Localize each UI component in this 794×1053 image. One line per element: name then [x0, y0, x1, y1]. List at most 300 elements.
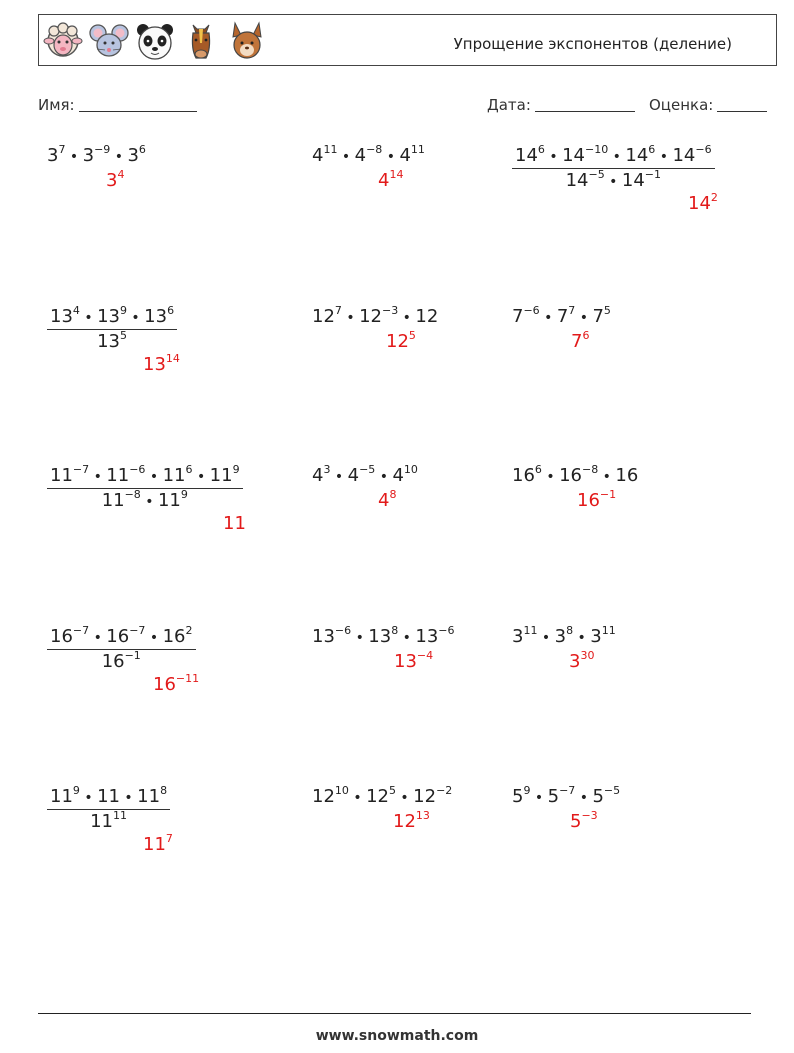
exponent: 10: [403, 463, 418, 476]
multiply-dot: •: [530, 790, 548, 806]
power-term: [515, 145, 545, 166]
date-label: Дата:: [487, 96, 531, 114]
exponent: 10: [334, 784, 349, 797]
horse-icon: [179, 19, 223, 63]
multiply-dot: •: [598, 469, 616, 485]
power-term: [50, 786, 80, 807]
exponent: −11: [175, 672, 200, 685]
exponent: 7: [334, 304, 342, 317]
exponent: −6: [438, 624, 455, 637]
base: 4: [378, 490, 390, 511]
multiply-dot: •: [330, 469, 348, 485]
power-term: [50, 306, 80, 327]
problem-10: [47, 626, 196, 672]
denominator: [47, 810, 170, 832]
answer-7: [223, 513, 246, 534]
exponent: −7: [559, 784, 576, 797]
multiply-dot: •: [79, 310, 98, 326]
power-term: [312, 786, 349, 807]
problem-4: [47, 306, 177, 352]
power-term: [50, 626, 89, 647]
product: [312, 145, 425, 166]
fraction: [512, 145, 715, 191]
exponent: 7: [568, 304, 576, 317]
power-term: [106, 626, 145, 647]
exponent: −6: [334, 624, 352, 637]
power-term: [143, 354, 180, 375]
exponent: 4: [72, 304, 80, 317]
base: 13: [312, 626, 335, 647]
power-term: [47, 145, 65, 166]
fraction: [47, 306, 177, 352]
base: 11: [50, 786, 73, 807]
power-term: [127, 145, 145, 166]
exponent: −6: [695, 143, 712, 156]
base: 7: [512, 306, 524, 327]
base: 3: [106, 170, 118, 191]
base: 3: [554, 626, 567, 647]
problem-3: [512, 145, 715, 191]
power-term: [688, 193, 718, 214]
power-term: [97, 306, 127, 327]
problem-15: [512, 786, 620, 807]
mouse-icon: [87, 19, 131, 63]
answer-9: [577, 490, 616, 511]
exponent: 9: [72, 784, 80, 797]
base: 11: [137, 786, 161, 807]
product: [312, 626, 455, 647]
fraction: [47, 465, 243, 511]
denominator: [512, 169, 715, 191]
exponent: −1: [124, 649, 141, 662]
power-term: [158, 490, 188, 511]
problem-9: [512, 465, 638, 486]
exponent: −8: [581, 463, 599, 476]
base: 14: [565, 170, 589, 191]
expression: [312, 465, 418, 486]
base: 3: [47, 145, 59, 166]
exponent: 30: [580, 649, 595, 662]
power-term: [592, 306, 610, 327]
exponent: −3: [581, 809, 598, 822]
power-term: [413, 786, 452, 807]
power-term: [97, 786, 120, 807]
product: [512, 626, 616, 647]
problem-2: [312, 145, 425, 166]
exponent: 5: [388, 784, 396, 797]
base: 12: [415, 306, 439, 327]
base: 14: [515, 145, 538, 166]
multiply-dot: •: [79, 790, 98, 806]
base: 4: [378, 170, 390, 191]
answer-14: [393, 811, 430, 832]
answer-4: [143, 354, 180, 375]
worksheet-title: Упрощение экспонентов (деление): [453, 35, 732, 53]
exponent: −5: [603, 784, 621, 797]
name-line[interactable]: [79, 95, 197, 112]
expression: [512, 626, 616, 647]
product: [50, 626, 193, 647]
base: 3: [512, 626, 524, 647]
product: [50, 306, 174, 327]
power-term: [392, 465, 417, 486]
exponent: −6: [129, 463, 146, 476]
problem-12: [512, 626, 616, 647]
exponent: −1: [599, 488, 617, 501]
problem-1: [47, 145, 146, 166]
panda-icon: [133, 19, 177, 63]
multiply-dot: •: [192, 469, 210, 485]
exponent: 13: [415, 809, 430, 822]
base: 13: [415, 626, 439, 647]
worksheet-header: [38, 14, 777, 66]
base: 16: [101, 651, 125, 672]
problem-14: [312, 786, 452, 807]
base: 13: [50, 306, 73, 327]
base: 11: [50, 465, 73, 486]
exponent: −4: [416, 649, 434, 662]
exponent: 6: [582, 329, 590, 342]
exponent: 6: [537, 143, 545, 156]
power-term: [625, 145, 655, 166]
exponent: 11: [601, 624, 616, 637]
footer-url: www.snowmath.com: [315, 1028, 479, 1044]
exponent: −10: [584, 143, 609, 156]
answer-6: [571, 331, 589, 352]
base: 16: [512, 465, 535, 486]
denominator: [47, 650, 196, 672]
exponent: −5: [588, 168, 605, 181]
multiply-dot: •: [544, 149, 563, 165]
exponent: 11: [523, 624, 538, 637]
power-term: [312, 145, 337, 166]
base: 12: [312, 786, 335, 807]
power-term: [163, 626, 193, 647]
answer-12: [569, 651, 594, 672]
power-term: [144, 306, 174, 327]
exponent: 6: [648, 143, 656, 156]
answer-15: [570, 811, 598, 832]
exponent: 11: [112, 809, 127, 822]
multiply-dot: •: [539, 310, 557, 326]
answer-10: [153, 674, 199, 695]
power-term: [312, 626, 351, 647]
answer-8: [378, 490, 396, 511]
power-term: [153, 674, 199, 695]
multiply-dot: •: [110, 149, 128, 165]
power-term: [672, 145, 711, 166]
numerator: [47, 465, 243, 489]
exponent: 6: [138, 143, 146, 156]
footer-divider: [38, 1013, 751, 1014]
exponent: 5: [408, 329, 416, 342]
power-term: [368, 626, 398, 647]
multiply-dot: •: [537, 630, 555, 646]
power-term: [386, 331, 416, 352]
base: 4: [312, 465, 324, 486]
exponent: 6: [167, 304, 175, 317]
multiply-dot: •: [145, 469, 163, 485]
power-term: [399, 145, 424, 166]
exponent: 6: [534, 463, 542, 476]
numerator: [47, 306, 177, 330]
power-term: [348, 465, 376, 486]
power-term: [378, 170, 403, 191]
base: 5: [512, 786, 524, 807]
exponent: 9: [523, 784, 531, 797]
base: 14: [672, 145, 696, 166]
grade-field: [649, 95, 767, 114]
product: [47, 145, 146, 166]
base: 11: [157, 490, 181, 511]
base: 12: [312, 306, 335, 327]
base: 7: [556, 306, 569, 327]
multiply-dot: •: [89, 630, 107, 646]
multiply-dot: •: [145, 630, 163, 646]
expression: [512, 465, 638, 486]
power-term: [102, 651, 141, 672]
exponent: 11: [323, 143, 338, 156]
base: 3: [590, 626, 602, 647]
base: 5: [592, 786, 604, 807]
multiply-dot: •: [140, 494, 158, 510]
base: 3: [127, 145, 139, 166]
base: 7: [571, 331, 583, 352]
expression: [312, 145, 425, 166]
base: 12: [366, 786, 389, 807]
name-field: [38, 95, 197, 114]
grade-label: Оценка:: [649, 96, 714, 114]
multiply-dot: •: [341, 310, 360, 326]
expression: [512, 786, 620, 807]
exponent: −8: [124, 488, 141, 501]
multiply-dot: •: [575, 310, 593, 326]
answer-13: [143, 834, 173, 855]
base: 11: [101, 490, 125, 511]
base: 14: [562, 145, 585, 166]
base: 16: [577, 490, 600, 511]
numerator: [47, 786, 170, 810]
base: 13: [143, 354, 166, 375]
power-term: [393, 811, 430, 832]
base: 13: [394, 651, 417, 672]
problem-13: [47, 786, 170, 832]
power-term: [559, 465, 598, 486]
base: 14: [688, 193, 711, 214]
exponent: −2: [436, 784, 453, 797]
exponent: 14: [389, 168, 404, 181]
expression: [312, 626, 455, 647]
base: 11: [97, 786, 120, 807]
problem-6: [512, 306, 611, 327]
base: 16: [615, 465, 639, 486]
power-term: [512, 465, 542, 486]
power-term: [557, 306, 575, 327]
expression: [312, 306, 438, 327]
multiply-dot: •: [575, 790, 593, 806]
base: 3: [82, 145, 95, 166]
power-term: [50, 465, 89, 486]
power-term: [571, 331, 589, 352]
problem-8: [312, 465, 418, 486]
base: 7: [592, 306, 604, 327]
base: 13: [144, 306, 168, 327]
product: [566, 170, 661, 191]
base: 11: [143, 834, 166, 855]
numerator: [512, 145, 715, 169]
product: [102, 490, 188, 511]
base: 12: [386, 331, 409, 352]
product: [312, 786, 452, 807]
power-term: [210, 465, 240, 486]
base: 11: [90, 811, 113, 832]
product: [102, 651, 141, 672]
sheep-icon: [41, 19, 85, 63]
base: 16: [106, 626, 130, 647]
product: [50, 465, 240, 486]
base: 3: [569, 651, 581, 672]
exponent: 2: [710, 191, 718, 204]
power-term: [378, 490, 396, 511]
multiply-dot: •: [119, 790, 138, 806]
exponent: 9: [119, 304, 127, 317]
answer-11: [394, 651, 433, 672]
power-term: [163, 465, 193, 486]
denominator: [47, 330, 177, 352]
power-term: [570, 811, 598, 832]
power-term: [512, 306, 540, 327]
product: [515, 145, 712, 166]
power-term: [512, 786, 530, 807]
exponent: 3: [323, 463, 331, 476]
multiply-dot: •: [89, 469, 107, 485]
base: 16: [50, 626, 73, 647]
base: 14: [625, 145, 649, 166]
power-term: [143, 834, 173, 855]
name-label: Имя:: [38, 96, 75, 114]
base: 16: [162, 626, 186, 647]
exponent: 7: [58, 143, 66, 156]
power-term: [562, 145, 608, 166]
power-term: [577, 490, 616, 511]
base: 4: [354, 145, 367, 166]
multiply-dot: •: [604, 174, 622, 190]
exponent: 7: [165, 832, 173, 845]
squirrel-icon: [225, 19, 269, 63]
power-term: [366, 786, 396, 807]
product: [312, 465, 418, 486]
power-term: [512, 626, 537, 647]
date-field: [487, 95, 635, 114]
base: 16: [559, 465, 582, 486]
product: [90, 811, 127, 832]
grade-line[interactable]: [717, 95, 767, 112]
multiply-dot: •: [573, 630, 591, 646]
multiply-dot: •: [348, 790, 367, 806]
fraction: [47, 786, 170, 832]
product: [512, 306, 611, 327]
exponent: −8: [366, 143, 383, 156]
power-term: [97, 331, 127, 352]
denominator: [47, 489, 243, 511]
product: [512, 465, 638, 486]
multiply-dot: •: [608, 149, 626, 165]
expression: [312, 786, 452, 807]
exponent: 8: [389, 488, 397, 501]
base: 11: [162, 465, 186, 486]
base: 4: [347, 465, 360, 486]
exponent: 6: [185, 463, 193, 476]
power-term: [312, 306, 342, 327]
exponent: 9: [232, 463, 240, 476]
product: [50, 786, 167, 807]
exponent: −7: [129, 624, 146, 637]
exponent: 8: [566, 624, 574, 637]
power-term: [223, 513, 246, 534]
exponent: 8: [160, 784, 168, 797]
product: [97, 331, 127, 352]
power-term: [415, 306, 438, 327]
power-term: [355, 145, 383, 166]
exponent: −3: [381, 304, 399, 317]
power-term: [548, 786, 576, 807]
problem-11: [312, 626, 455, 647]
power-term: [312, 465, 330, 486]
base: 5: [570, 811, 582, 832]
multiply-dot: •: [398, 630, 416, 646]
power-term: [90, 811, 127, 832]
exponent: −9: [94, 143, 111, 156]
problem-7: [47, 465, 243, 511]
power-term: [359, 306, 398, 327]
exponent: 11: [410, 143, 425, 156]
multiply-dot: •: [382, 149, 400, 165]
expression: [512, 306, 611, 327]
base: 12: [413, 786, 437, 807]
multiply-dot: •: [65, 149, 83, 165]
multiply-dot: •: [337, 149, 355, 165]
exponent: 14: [165, 352, 180, 365]
multiply-dot: •: [395, 790, 414, 806]
power-term: [102, 490, 141, 511]
exponent: 2: [185, 624, 193, 637]
exponent: −7: [72, 624, 90, 637]
date-line[interactable]: [535, 95, 635, 112]
power-term: [83, 145, 111, 166]
base: 16: [153, 674, 176, 695]
multiply-dot: •: [655, 149, 673, 165]
power-term: [415, 626, 454, 647]
answer-3: [688, 193, 718, 214]
problem-5: [312, 306, 438, 327]
power-term: [590, 626, 615, 647]
base: 13: [368, 626, 392, 647]
power-term: [106, 170, 124, 191]
fraction: [47, 626, 196, 672]
multiply-dot: •: [126, 310, 145, 326]
power-term: [569, 651, 594, 672]
base: 4: [399, 145, 411, 166]
base: 13: [97, 306, 120, 327]
base: 11: [209, 465, 233, 486]
exponent: −6: [523, 304, 540, 317]
power-term: [592, 786, 620, 807]
power-term: [394, 651, 433, 672]
base: 4: [312, 145, 324, 166]
base: 11: [106, 465, 130, 486]
product: [512, 786, 620, 807]
expression: [47, 145, 146, 166]
